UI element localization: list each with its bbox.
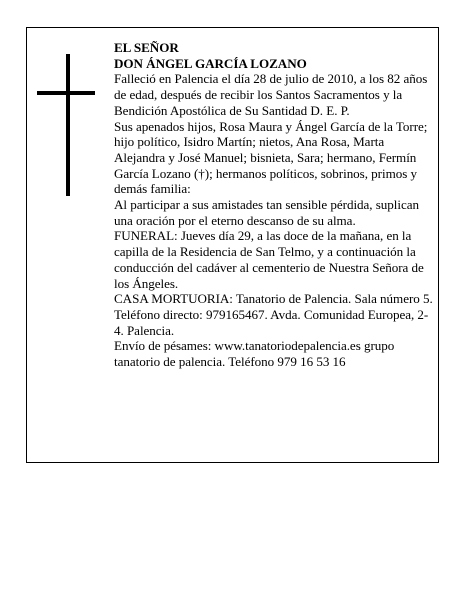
cross-horizontal-bar: [37, 91, 95, 95]
latin-cross-icon: [37, 54, 95, 196]
notice-paragraph-condolences: Envío de pésames: www.tanatoriodepalencia.es grupo tanatorio de palencia. Teléfono 979 16 53 16: [114, 338, 395, 370]
notice-paragraph-death: Falleció en Palencia el día 28 de julio de 2010, a los 82 años de edad, después de recibir los Santos Sacramentos y la Bendición Apostólica de Su Santidad D. E. P.: [114, 71, 428, 118]
notice-paragraph-funeral: FUNERAL: Jueves día 29, a las doce de la mañana, en la capilla de la Residencia de San Telmo, y a continuación la conducción del cadáver al cementerio de Nuestra Señora de los Ángeles.: [114, 228, 424, 291]
notice-title-line1: EL SEÑOR: [114, 40, 179, 55]
notice-paragraph-prayer: Al participar a sus amistades tan sensible pérdida, suplican una oración por el eterno descanso de su alma.: [114, 197, 419, 228]
cross-vertical-bar: [66, 54, 70, 196]
notice-title-line2: DON ÁNGEL GARCÍA LOZANO: [114, 55, 307, 71]
notice-paragraph-family: Sus apenados hijos, Rosa Maura y Ángel García de la Torre; hijo político, Isidro Martín; nietos, Ana Rosa, Marta Alejandra y José Manuel; bisnieta, Sara; hermano, Fermín García Lozano (†); hermanos políticos, sobrinos, primos y demás familia:: [114, 118, 428, 197]
notice-text: [114, 40, 434, 370]
notice-paragraph-mortuary: CASA MORTUORIA: Tanatorio de Palencia. Sala número 5. Teléfono directo: 979165467. Avda. Comunidad Europea, 2-4. Palencia.: [114, 291, 433, 338]
